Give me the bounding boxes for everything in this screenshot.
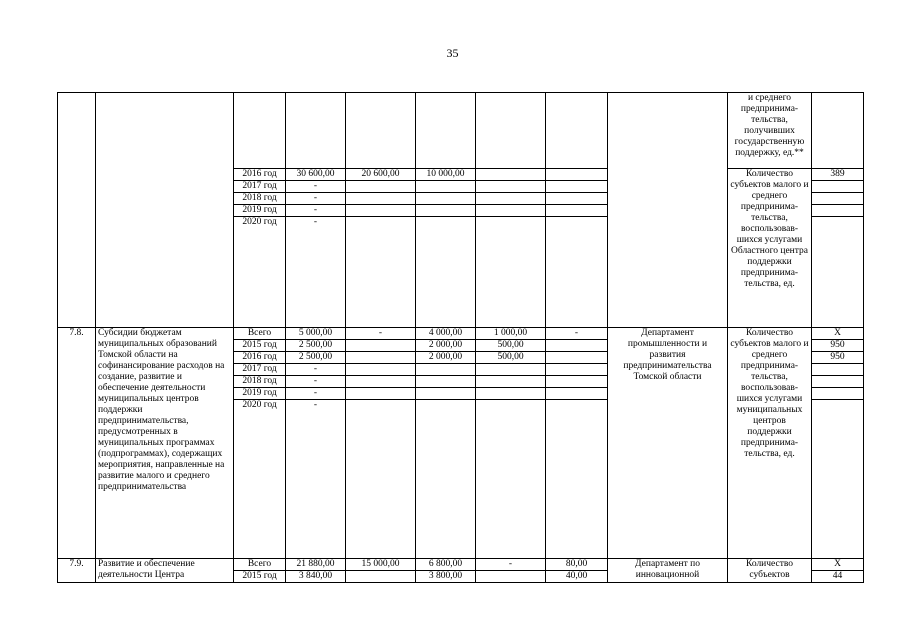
table-row: 2016 год 2 500,00 2 000,00 500,00 950 [58, 352, 864, 364]
table-row: 2017 год - [58, 181, 864, 193]
name-cell [96, 93, 234, 328]
indicator-cell: Количество субъектов малого и среднего предпринима-тельства, воспользовав-шихся услугами Областного центра поддержки предпринима-тельства, ед. [728, 169, 812, 328]
table-row: 2018 год - [58, 193, 864, 205]
table-row: 7.9. Развитие и обеспечение деятельности Центра Всего 21 880,00 15 000,00 6 800,00 - 80,00 Департамент по инновационной Количество субъектов Х [58, 559, 864, 571]
table-row: 2015 год 3 840,00 3 800,00 40,00 44 [58, 571, 864, 583]
page-number: 35 [446, 46, 459, 60]
table-row: 7.8. Субсидии бюджетам муниципальных образований Томской области на софинансирование расходов на создание, развитие и обеспечение деятельности муниципальных центров поддержки предпринимательства, предусмотренных в муниципальных программах (подпрограммах), содержащих мероприятия, направленные на развитие малого и среднего предпринимательства Всего 5 000,00 - 4 000,00 1 000,00 - Департамент промышленности и развития предпринимательства Томской области Количество субъектов малого и среднего предпринима-тельства, воспользовав-шихся услугами муниципальных центров поддержки предпринима-тельства, ед. Х [58, 328, 864, 340]
table-row: 2020 год - [58, 400, 864, 559]
table-row: 2018 год - [58, 376, 864, 388]
indicator-cell: Количество субъектов малого и среднего предпринима-тельства, воспользовав-шихся услугами муниципальных центров поддержки предпринима-тельства, ед. [728, 328, 812, 559]
executor-cell [608, 93, 728, 328]
table-row: 2015 год 2 500,00 2 000,00 500,00 950 [58, 340, 864, 352]
name-cell: Развитие и обеспечение деятельности Центра [96, 559, 234, 583]
name-cell: Субсидии бюджетам муниципальных образований Томской области на софинансирование расходов на создание, развитие и обеспечение деятельности муниципальных центров поддержки предпринимательства, предусмотренных в муниципальных программах (подпрограммах), содержащих мероприятия, направленные на развитие малого и среднего предпринимательства [96, 328, 234, 559]
table-row: 2017 год - [58, 364, 864, 376]
program-table [57, 92, 864, 583]
table-row [58, 93, 864, 169]
indicator-cell: Количество субъектов [728, 559, 812, 583]
table-row: 2019 год - [58, 388, 864, 400]
num-cell: 7.8. [58, 328, 96, 559]
indicator-cell: и среднего предпринима-тельства, получивших государственную поддержку, ед.** [728, 93, 812, 169]
executor-cell: Департамент промышленности и развития предпринимательства Томской области [608, 328, 728, 559]
table-row: 2019 год - [58, 205, 864, 217]
table-row: 2016 год 30 600,00 20 600,00 10 000,00 Количество субъектов малого и среднего предпринима-тельства, воспользовав-шихся услугами Областного центра поддержки предпринима-тельства, ед. 389 [58, 169, 864, 181]
num-cell [58, 93, 96, 328]
num-cell: 7.9. [58, 559, 96, 583]
table-row: 2020 год - [58, 217, 864, 328]
executor-cell: Департамент по инновационной [608, 559, 728, 583]
